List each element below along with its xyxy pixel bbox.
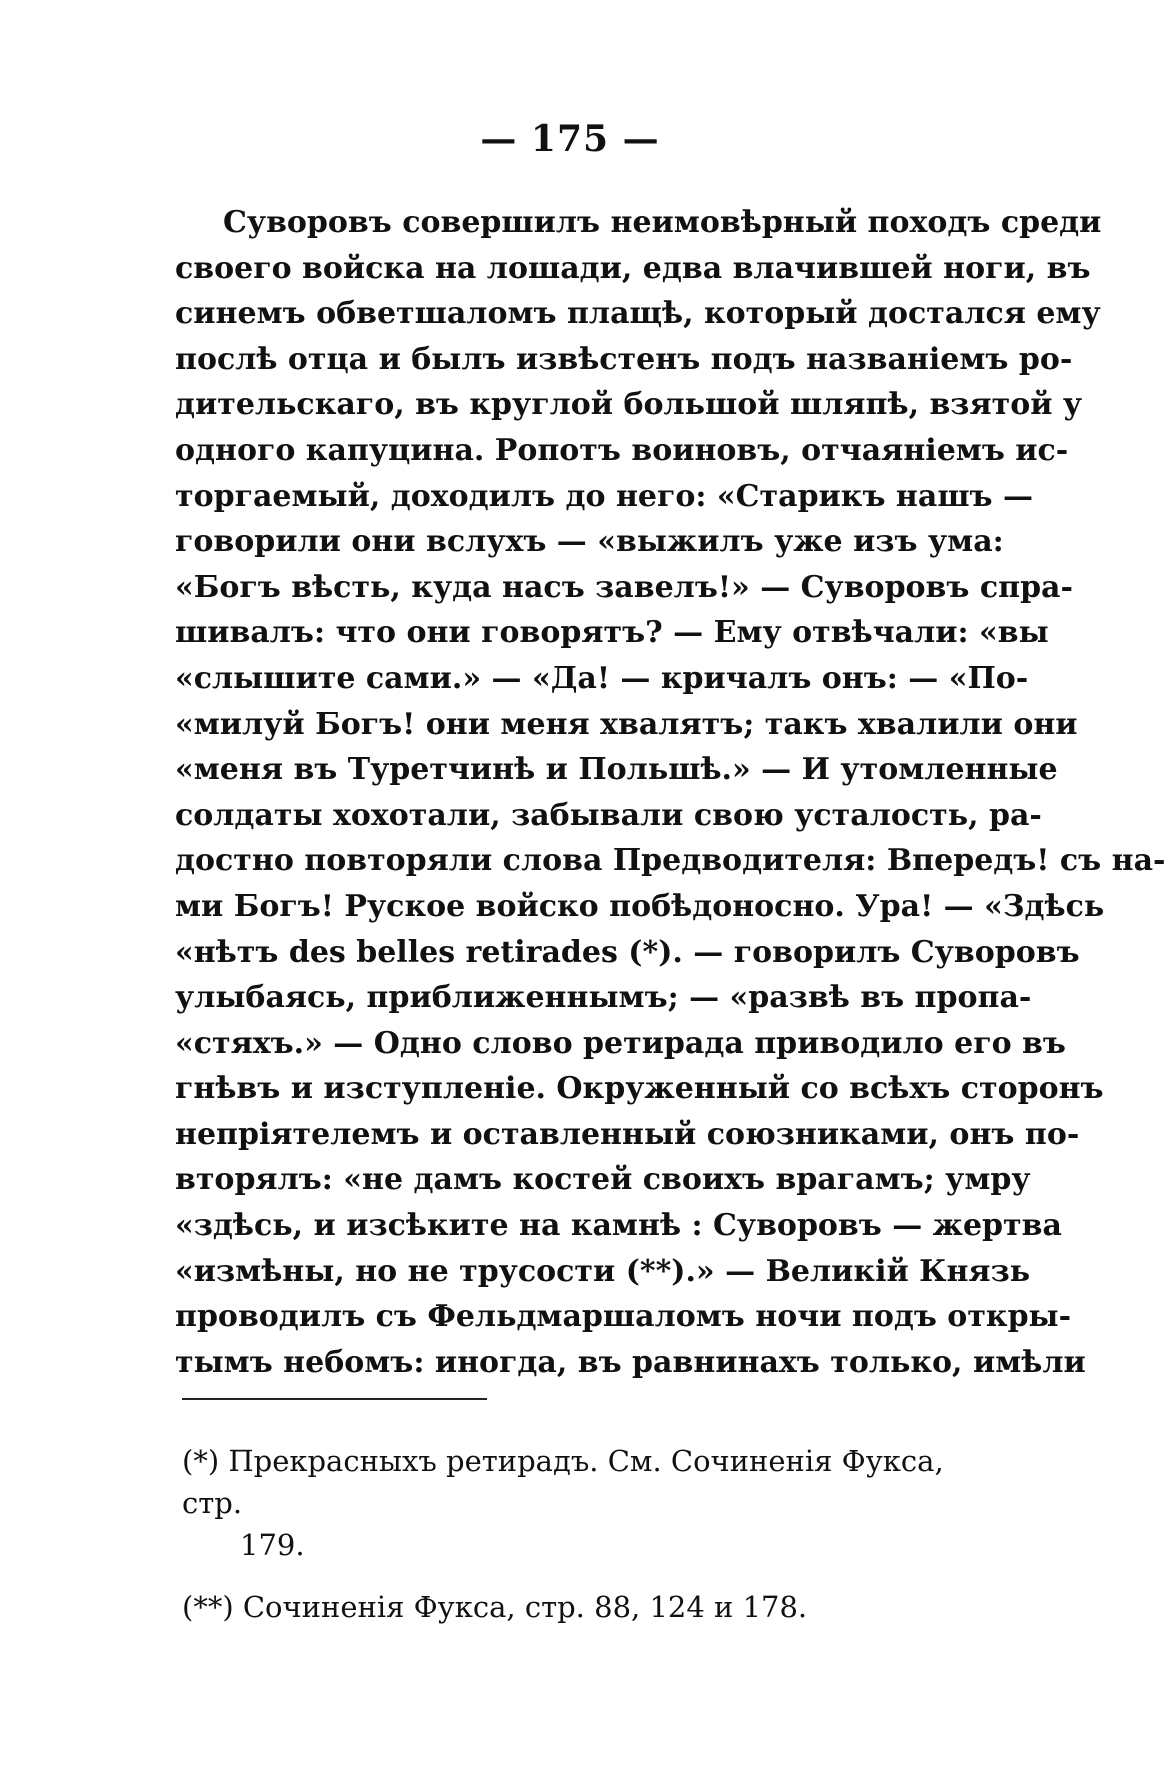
- text-line: гнѣвъ и изступленіе. Окруженный со всѣхъ сторонъ: [175, 1071, 1104, 1107]
- text-line: своего войска на лошади, едва влачившей ноги, въ: [175, 250, 1091, 286]
- text-line: «слышите сами.» — «Да! — кричалъ онъ: — «По-: [175, 660, 1029, 696]
- footnote-1: (*) Прекрасныхъ ретирадъ. См. Сочиненія Фукса, стр.: [182, 1444, 944, 1520]
- text-line: «милуй Богъ! они меня хвалятъ; такъ хвалили они: [175, 706, 1078, 742]
- text-line: торгаемый, доходилъ до него: «Старикъ нашъ —: [175, 478, 1034, 514]
- text-line: достно повторяли слова Предводителя: Впередъ! съ на-: [175, 843, 1165, 879]
- text-line: «измѣны, но не трусости (**).» — Великій Князь: [175, 1253, 1031, 1289]
- text-line: ми Богъ! Руское войско побѣдоносно. Ура! — «Здѣсь: [175, 888, 1105, 924]
- text-line: говорили они вслухъ — «выжилъ уже изъ ума:: [175, 524, 1004, 560]
- text-line: улыбаясь, приближеннымъ; — «развѣ въ пропа-: [175, 980, 1032, 1016]
- text-line: Суворовъ совершилъ неимовѣрный походъ среди: [223, 205, 1102, 240]
- text-line: «Богъ вѣсть, куда насъ завелъ!» — Суворовъ спра-: [175, 569, 1073, 605]
- footnote-2: (**) Сочиненія Фукса, стр. 88, 124 и 178.: [182, 1590, 808, 1624]
- body-text: [175, 200, 1165, 1385]
- text-line: «меня въ Туретчинѣ и Польшѣ.» — И утомленные: [175, 752, 1058, 788]
- text-line: «стяхъ.» — Одно слово ретирада приводило его въ: [175, 1025, 1066, 1061]
- text-line: солдаты хохотали, забывали свою усталость, ра-: [175, 797, 1042, 833]
- text-line: «нѣтъ des belles retirades (*). — говорилъ Суворовъ: [175, 934, 1080, 970]
- text-line: дительскаго, въ круглой большой шляпѣ, взятой у: [175, 387, 1083, 423]
- text-line: шивалъ: что они говорятъ? — Ему отвѣчали: «вы: [175, 615, 1049, 651]
- text-line: «здѣсь, и изсѣките на камнѣ : Суворовъ — жертва: [175, 1208, 1062, 1244]
- footnote-divider: [182, 1398, 487, 1400]
- text-line: послѣ отца и былъ извѣстенъ подъ названіемъ ро-: [175, 341, 1073, 377]
- text-line: вторялъ: «не дамъ костей своихъ врагамъ; умру: [175, 1162, 1031, 1198]
- footnote-1-continuation: 179.: [240, 1528, 305, 1562]
- text-line: проводилъ съ Фельдмаршаломъ ночи подъ откры-: [175, 1299, 1072, 1335]
- text-line: синемъ обветшаломъ плащѣ, который достался ему: [175, 296, 1101, 332]
- text-line: одного капуцина. Ропотъ воиновъ, отчаяніемъ ис-: [175, 432, 1069, 468]
- text-line: непріятелемъ и оставленный союзниками, онъ по-: [175, 1116, 1080, 1152]
- footnotes: [182, 1440, 992, 1628]
- text-line: тымъ небомъ: иногда, въ равнинахъ только, имѣли: [175, 1344, 1086, 1380]
- page-number: — 175 —: [480, 118, 660, 160]
